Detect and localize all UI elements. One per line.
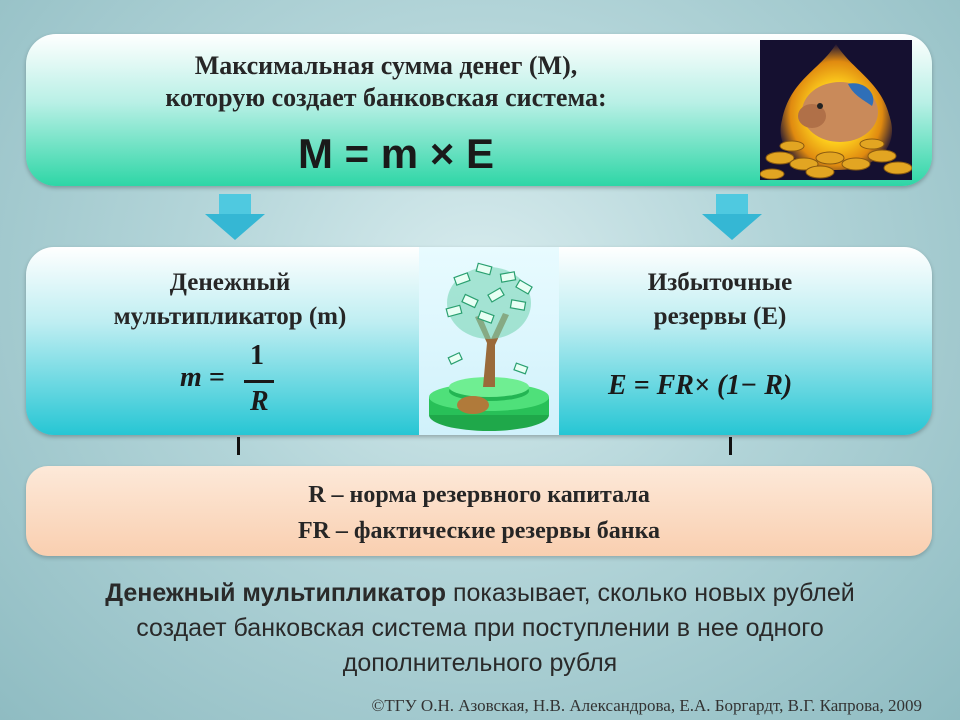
down-arrow-right-icon [702,194,762,240]
main-formula: M = m × E [297,130,495,177]
piggy-bank-image [760,40,912,180]
multiplier-denominator: R [250,386,269,417]
note-bold: Денежный мультипликатор [105,579,447,607]
reserves-formula: E = FR× (1− R) [608,370,793,401]
note-line3: дополнительного рубля [342,649,618,677]
max-money-heading [26,50,746,114]
note-rest1: показывает, сколько новых рублей [446,579,855,607]
multiplier-formula [180,340,290,420]
reserves-line1: Избыточные [647,269,793,296]
multiplier-line2: мультипликатор (m) [113,303,347,330]
note-line2: создает банковская система при поступлении в нее одного [136,614,824,642]
connector-right [729,437,732,455]
multiplier-line1: Денежный [169,269,291,296]
max-money-line1: Максимальная сумма денег (М), [194,51,578,80]
copyright-footer: ©ТГУ О.Н. Азовская, Н.В. Александрова, Е.А. Боргардт, В.Г. Капрова, 2009 [371,696,922,715]
explanation-note [20,576,940,681]
max-money-line2: которую создает банковская система: [165,83,607,112]
multiplier-numerator: 1 [250,340,264,371]
definitions-box [26,466,932,556]
down-arrow-left-icon [205,194,265,240]
connector-left [237,437,240,455]
multiplier-heading [60,266,400,334]
reserves-heading [580,266,860,334]
multiplier-lhs: m = [180,362,225,393]
money-tree-image [419,247,559,435]
definition-r: R – норма резервного капитала [308,482,650,508]
definition-fr: FR – фактические резервы банка [297,518,661,544]
reserves-line2: резервы (Е) [653,303,787,330]
fraction-bar [244,380,274,383]
note-line1 [20,576,940,611]
